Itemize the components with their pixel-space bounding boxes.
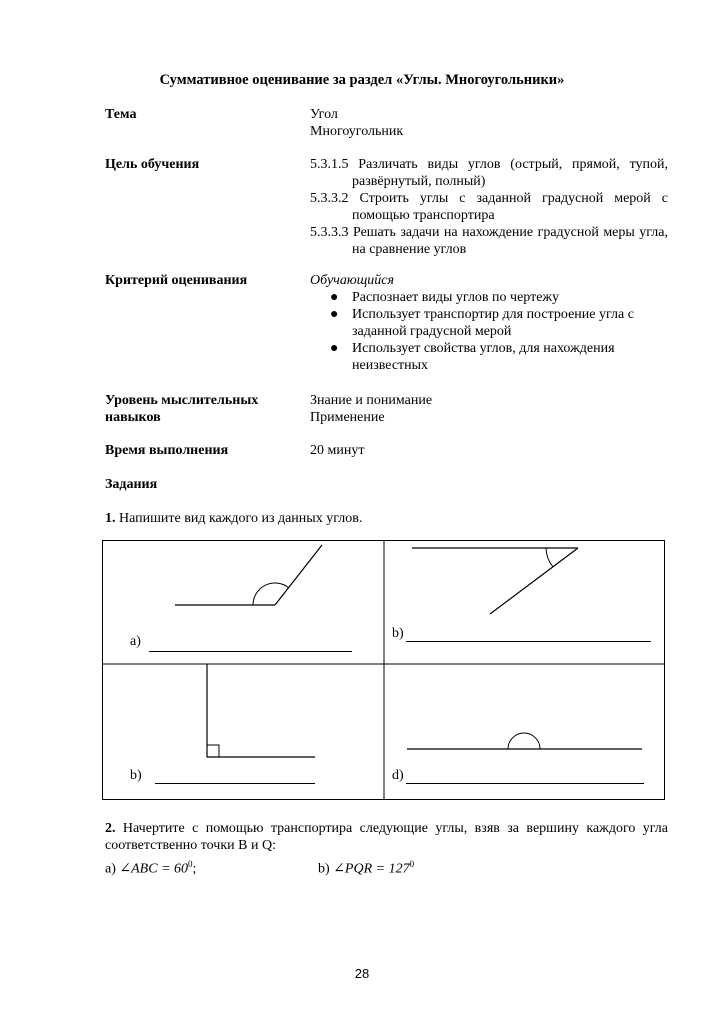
answer-line-a[interactable] [149,651,352,652]
criteria-bullet-text: Использует транспортир для построение угла с заданной градусной мерой [352,307,634,339]
straight-angle-figure [407,733,642,749]
page-number: 28 [354,966,370,981]
bullet-icon: ● [330,341,339,356]
task2-a-label: a) [105,861,116,877]
criteria-bullet [310,289,668,306]
task2-a-formula: ∠ABC = 60 [119,861,189,877]
time-label: Время выполнения [105,443,229,458]
cell-b-label: b) [392,626,404,641]
tasks-heading: Задания [105,477,158,492]
goal-item: 5.3.3.2 Строить углы с заданной градусной мерой с помощью транспортира [310,191,668,223]
task1-number: 1. [105,511,116,526]
task2-number: 2. [105,821,116,836]
goal-values [310,156,668,258]
goal-label: Цель обучения [105,157,200,172]
topic-value: Многоугольник [310,124,404,139]
criteria-head: Обучающийся [310,273,395,288]
cell-d-label: d) [392,768,404,783]
topic-values [310,106,668,140]
page-title: Суммативное оценивание за раздел «Углы. Многоугольники» [159,72,565,88]
task2-b [318,859,414,878]
acute-angle-figure [412,548,578,614]
level-label-line: Уровень мыслительных [105,393,259,408]
criteria-label: Критерий оценивания [105,273,248,288]
time-value: 20 минут [310,443,365,458]
task1-question: Напишите вид каждого из данных углов. [119,511,363,526]
level-value: Знание и понимание [310,393,433,408]
answer-line-d[interactable] [406,783,644,784]
answer-line-b[interactable] [406,641,651,642]
task2-b-formula: ∠PQR = 127 [333,861,410,877]
degree-sup: 0 [188,859,193,869]
cell-c-label: b) [130,768,142,783]
goal-item: 5.3.3.3 Решать задачи на нахождение градусной меры угла, на сравнение углов [310,225,668,257]
criteria-values [310,272,668,374]
degree-sup: 0 [409,859,415,869]
answer-line-c[interactable] [155,783,315,784]
criteria-bullet-text: Использует свойства углов, для нахождения неизвестных [352,341,615,373]
task2-question: Начертите с помощью транспортира следующие углы, взяв за вершину каждого угла соответственно точки B и Q: [105,821,668,853]
topic-value: Угол [310,107,338,122]
task2-text [105,820,668,854]
task2-a [105,859,196,878]
right-angle-figure [207,664,315,757]
cell-a-label: a) [130,634,141,649]
task1-drawings [102,540,665,800]
bullet-icon: ● [330,290,339,305]
task2-b-label: b) [318,861,330,877]
criteria-bullet [310,340,668,374]
criteria-bullet [310,306,668,340]
criteria-bullet-text: Распознает виды углов по чертежу [352,290,560,305]
level-label-line: навыков [105,410,161,425]
obtuse-angle-figure [175,545,322,605]
level-label [105,392,258,426]
level-value: Применение [310,410,385,425]
task2-a-tail: ; [192,861,197,877]
level-values [310,392,668,426]
bullet-icon: ● [330,307,339,322]
task1-grid [102,540,665,800]
topic-label: Тема [105,107,137,122]
goal-item: 5.3.1.5 Различать виды углов (острый, прямой, тупой, развёрнутый, полный) [310,157,668,189]
task1-text [105,510,362,527]
